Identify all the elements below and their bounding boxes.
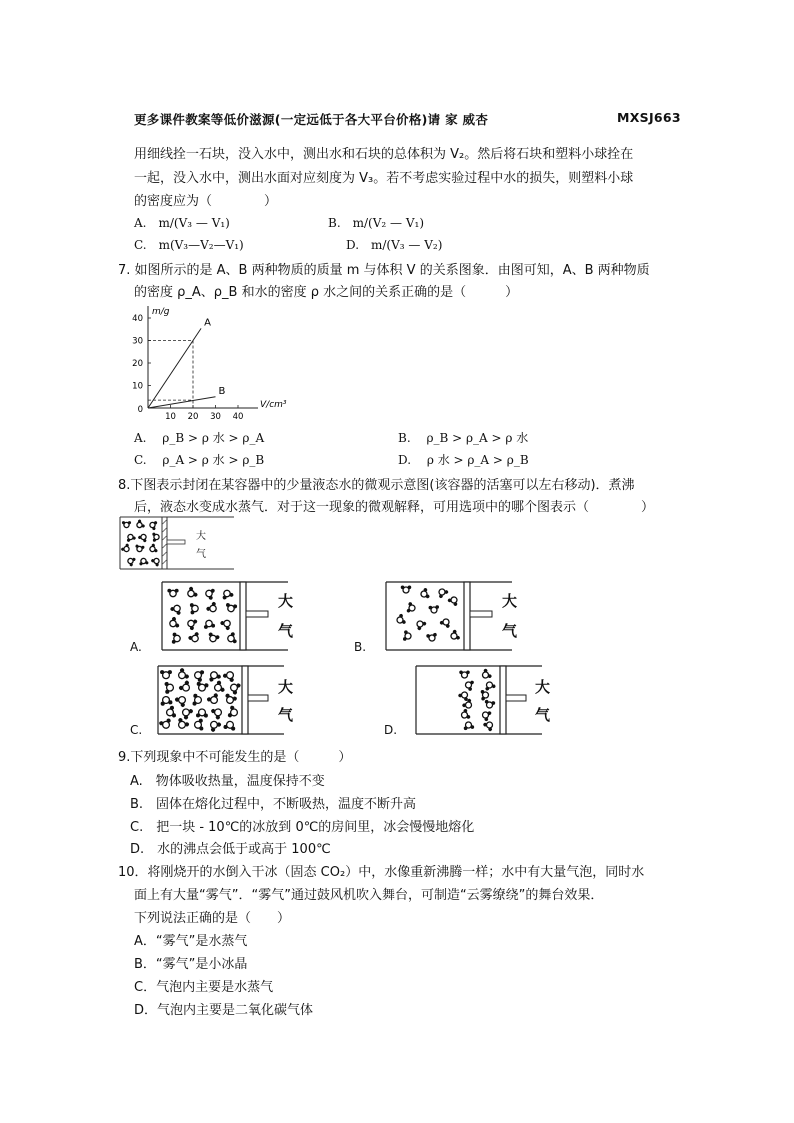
water-molecule [186, 617, 198, 631]
water-molecule [419, 588, 430, 600]
series-label-b: B [218, 385, 226, 397]
container-option-b-diagram [384, 580, 514, 652]
water-molecule [160, 696, 173, 706]
water-molecule [170, 603, 184, 616]
water-molecule [196, 681, 209, 692]
q10-option-a: A．“雾气”是水蒸气 [134, 934, 248, 949]
water-molecule [460, 708, 471, 721]
option-c-atmosphere-1: 大 [278, 678, 294, 696]
original-atmosphere-label-1: 大 [196, 531, 206, 542]
water-molecule [406, 602, 416, 614]
q6-line2: 一起，没入水中，测出水面对应刻度为 V₃。若不考虑实验过程中水的损失，则塑料小球 [134, 171, 634, 186]
water-molecule [172, 632, 181, 644]
q6-line3: 的密度应为（ ） [134, 194, 278, 209]
water-molecule [459, 671, 470, 679]
water-molecule [436, 586, 449, 598]
water-molecule [414, 618, 427, 631]
q8-line2: 后，液态水变成水蒸气．对于这一现象的微观解释，可用选项中的哪个图表示（ ） [134, 500, 655, 515]
origin-label: 0 [137, 405, 143, 415]
water-molecule [151, 556, 162, 567]
molecule-cluster-original [121, 519, 162, 567]
water-molecule [480, 668, 492, 681]
water-molecule [449, 629, 461, 642]
water-molecule [159, 718, 173, 730]
q7-option-a: A. ρ_B > ρ 水 > ρ_A [134, 431, 265, 445]
q7-option-c: C. ρ_A > ρ 水 > ρ_B [134, 453, 265, 467]
water-molecule [207, 632, 220, 644]
container-option-d-diagram [414, 664, 544, 736]
x-tick-label: 30 [210, 412, 221, 420]
y-tick-label: 40 [132, 314, 143, 324]
water-molecule [122, 521, 131, 528]
y-tick-label: 10 [132, 381, 143, 392]
x-tick-label: 40 [232, 412, 244, 420]
water-molecule [121, 543, 132, 554]
water-molecule [223, 693, 237, 705]
water-molecule [125, 533, 136, 542]
option-b-atmosphere-1: 大 [502, 592, 518, 610]
q6-option-c: C. m(V₃—V₂—V₁) [134, 238, 244, 252]
water-molecule [149, 520, 158, 531]
water-molecule [483, 719, 496, 732]
water-molecule [126, 556, 136, 567]
water-molecule [228, 681, 241, 695]
q7-option-d: D. ρ 水 > ρ_A > ρ_B [398, 453, 529, 467]
water-molecule [193, 669, 204, 683]
water-molecule [226, 632, 237, 645]
q8-option-a-label: A. [130, 640, 142, 654]
molecule-cluster-b [395, 586, 460, 643]
q10-option-b: B．“雾气”是小冰晶 [134, 957, 248, 972]
q6-line1: 用细线拴一石块，没入水中，测出水和石块的总体积为 V₂。然后将石块和塑料小球拴在 [134, 147, 634, 162]
molecule-cluster-c [159, 667, 242, 732]
series-label-a: A [204, 317, 211, 329]
water-molecule [212, 680, 225, 694]
q6-option-a: A. m/(V₃ — V₁) [134, 216, 230, 230]
water-molecule [439, 617, 452, 629]
water-molecule [203, 619, 215, 629]
water-molecule [428, 605, 439, 613]
water-molecule [223, 720, 236, 731]
water-molecule [139, 558, 149, 566]
water-molecule [484, 680, 496, 691]
mass-volume-chart [120, 300, 320, 420]
water-molecule [207, 670, 221, 682]
water-molecule [484, 700, 496, 709]
water-molecule [190, 603, 199, 615]
water-molecule [164, 681, 174, 694]
water-molecule [227, 705, 239, 719]
series-line-b [148, 397, 216, 408]
water-molecule [138, 532, 149, 542]
water-molecule [206, 693, 221, 706]
water-molecule [395, 613, 406, 626]
original-atmosphere-label-2: 气 [196, 549, 206, 560]
molecule-cluster-d [458, 668, 496, 732]
q9-option-d: D. 水的沸点会低于或高于 100℃ [130, 842, 331, 857]
water-molecule [185, 586, 198, 600]
water-molecule [188, 632, 202, 645]
x-tick-label: 10 [165, 412, 176, 420]
q10-line1: 10．将刚烧开的水倒入干冰（固态 CO₂）中，水像重新沸腾一样；水中有大量气泡，同时水 [118, 865, 645, 880]
container-option-c-diagram [156, 664, 286, 736]
water-molecule [204, 587, 215, 600]
water-molecule [174, 693, 189, 707]
q8-option-b-label: B. [354, 640, 367, 654]
q8-option-c-label: C. [130, 723, 143, 737]
water-molecule [207, 718, 222, 732]
q10-line2: 面上有大量“雾气”．“雾气”通过鼓风机吹入舞台，可制造“云雾缭绕”的舞台效果． [134, 888, 604, 903]
water-molecule [180, 706, 194, 721]
option-a-atmosphere-2: 气 [278, 622, 294, 640]
water-molecule [152, 532, 159, 542]
water-molecule [210, 706, 224, 721]
page-header-code: MXSJ663 [617, 110, 681, 125]
water-molecule [167, 589, 178, 597]
q10-line3: 下列说法正确的是（ ） [134, 911, 291, 926]
q8-line1: 8.下图表示封闭在某容器中的少量液态水的微观示意图(该容器的活塞可以左右移动)．煮沸 [118, 478, 635, 493]
q6-option-b: B. m/(V₂ — V₁) [328, 216, 425, 230]
option-d-atmosphere-2: 气 [535, 706, 551, 724]
q9-option-b: B. 固体在熔化过程中，不断吸热，温度不断升高 [130, 797, 417, 812]
option-b-atmosphere-2: 气 [502, 622, 518, 640]
option-a-atmosphere-1: 大 [278, 592, 294, 610]
water-molecule [135, 519, 146, 530]
q8-option-d-label: D. [384, 723, 398, 737]
water-molecule [426, 633, 438, 642]
water-molecule [401, 586, 412, 594]
x-tick-label: 20 [187, 412, 199, 420]
water-molecule [160, 670, 172, 679]
water-molecule [447, 595, 460, 607]
option-d-atmosphere-1: 大 [535, 678, 551, 696]
water-molecule [165, 705, 176, 719]
water-molecule [135, 544, 145, 552]
page-header-title: 更多课件教案等低价滋源(一定远低于各大平台价格)请 家 威杏 [134, 112, 489, 127]
water-molecule [462, 698, 475, 711]
q9-stem: 9.下列现象中不可能发生的是（ ） [118, 750, 352, 765]
water-molecule [480, 709, 491, 722]
container-original-diagram [118, 514, 238, 572]
q9-option-a: A. 物体吸收热量，温度保持不变 [130, 774, 325, 789]
container-option-a-diagram [160, 580, 290, 652]
q7-line2: 的密度 ρ_A、ρ_B 和水的密度 ρ 水之间的关系正确的是（ ） [134, 285, 519, 300]
q7-line1: 7. 如图所示的是 A、B 两种物质的质量 m 与体积 V 的关系图象．由图可知，A、B 两种物质 [118, 263, 650, 278]
q10-option-d: D．气泡内主要是二氧化碳气体 [134, 1003, 314, 1018]
water-molecule [148, 543, 158, 554]
water-molecule [481, 690, 489, 701]
water-molecule [220, 617, 234, 630]
q10-option-c: C．气泡内主要是水蒸气 [134, 980, 274, 995]
y-axis-label: m/g [152, 307, 170, 317]
molecule-cluster-a [167, 586, 237, 645]
water-molecule [192, 694, 202, 707]
water-molecule [403, 630, 412, 642]
water-molecule [225, 603, 238, 613]
option-c-atmosphere-2: 气 [278, 706, 294, 724]
water-molecule [176, 667, 190, 682]
water-molecule [178, 680, 193, 694]
water-molecule [222, 669, 237, 683]
y-tick-label: 20 [132, 359, 143, 369]
y-tick-label: 30 [132, 336, 143, 347]
water-molecule [221, 589, 234, 600]
water-molecule [196, 709, 208, 718]
water-molecule [464, 679, 474, 691]
water-molecule [194, 719, 203, 731]
water-molecule [206, 601, 220, 614]
q6-option-d: D. m/(V₃ — V₂) [346, 238, 443, 252]
q7-option-b: B. ρ_B > ρ_A > ρ 水 [398, 431, 529, 445]
water-molecule [168, 616, 180, 630]
q9-option-c: C. 把一块 - 10℃的冰放到 0℃的房间里，冰会慢慢地熔化 [130, 820, 475, 835]
x-axis-label: V/cm³ [260, 400, 287, 410]
water-molecule [463, 721, 475, 730]
water-molecule [175, 717, 190, 731]
